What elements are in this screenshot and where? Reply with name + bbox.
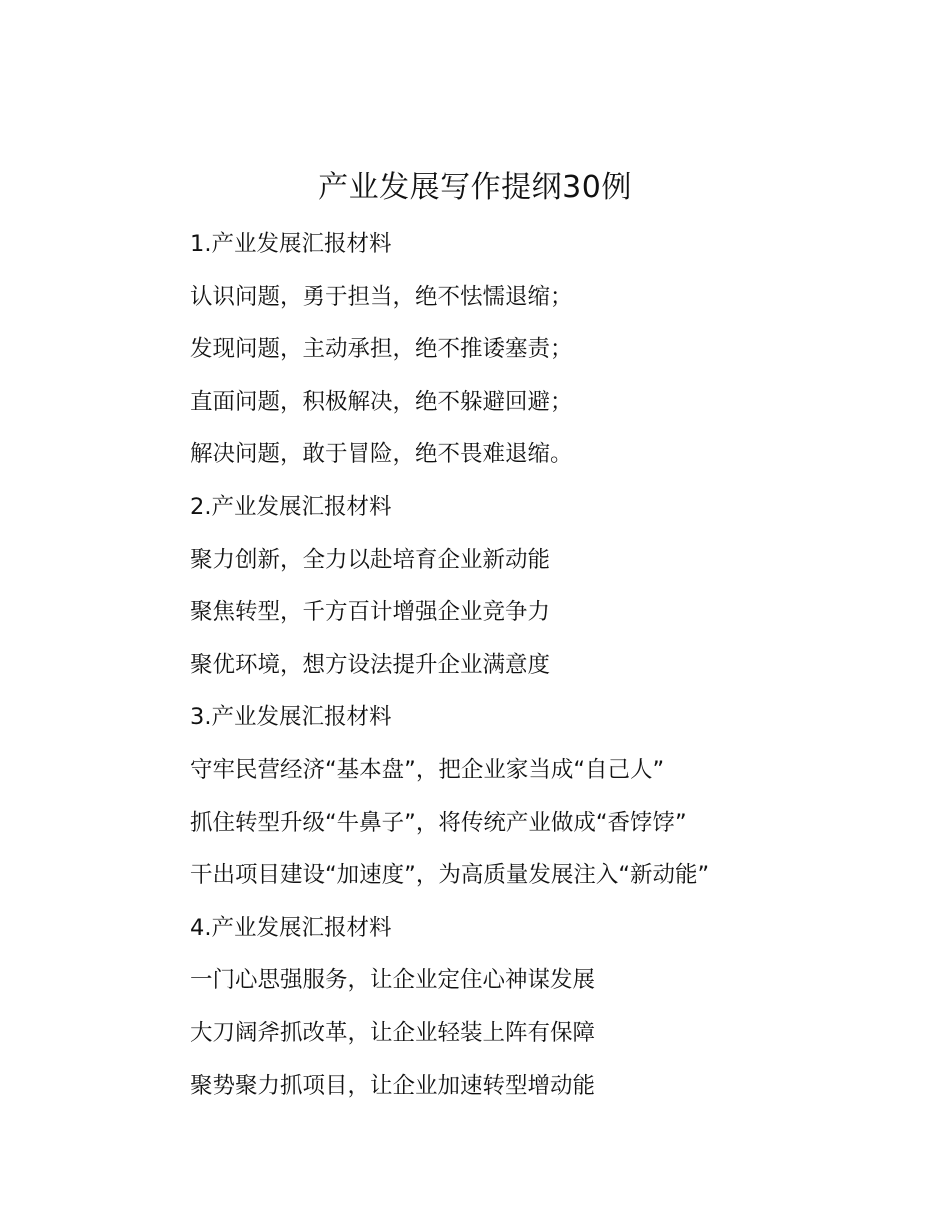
section-4-item-1: 一门心思强服务，让企业定住心神谋发展 [190,967,596,994]
section-1-item-3: 直面问题，积极解决，绝不躲避回避； [190,388,573,415]
document-body [190,224,890,1118]
section-1-item-2: 发现问题，主动承担，绝不推诿塞责； [190,336,573,363]
section-2-item-3: 聚优环境，想方设法提升企业满意度 [190,651,551,678]
document-title: 产业发展写作提纲30例 [318,170,632,205]
section-3-heading: 3.产业发展汇报材料 [190,704,392,731]
section-3-item-1: 守牢民营经济“基本盘”，把企业家当成“自己人” [190,756,665,783]
section-1-item-4: 解决问题，敢于冒险，绝不畏难退缩。 [190,441,573,468]
section-1-heading: 1.产业发展汇报材料 [190,231,392,257]
section-4-item-2: 大刀阔斧抓改革，让企业轻装上阵有保障 [190,1019,596,1046]
section-3-item-2: 抓住转型升级“牛鼻子”，将传统产业做成“香饽饽” [190,809,687,836]
section-1-item-1: 认识问题，勇于担当，绝不怯懦退缩； [190,283,573,310]
section-2-heading: 2.产业发展汇报材料 [190,493,392,520]
section-4-item-3: 聚势聚力抓项目，让企业加速转型增动能 [190,1072,596,1099]
section-2-item-2: 聚焦转型，千方百计增强企业竞争力 [190,599,551,626]
section-4-heading: 4.产业发展汇报材料 [190,914,392,941]
section-3-item-3: 干出项目建设“加速度”，为高质量发展注入“新动能” [190,862,710,889]
section-2-item-1: 聚力创新，全力以赴培育企业新动能 [190,546,551,573]
